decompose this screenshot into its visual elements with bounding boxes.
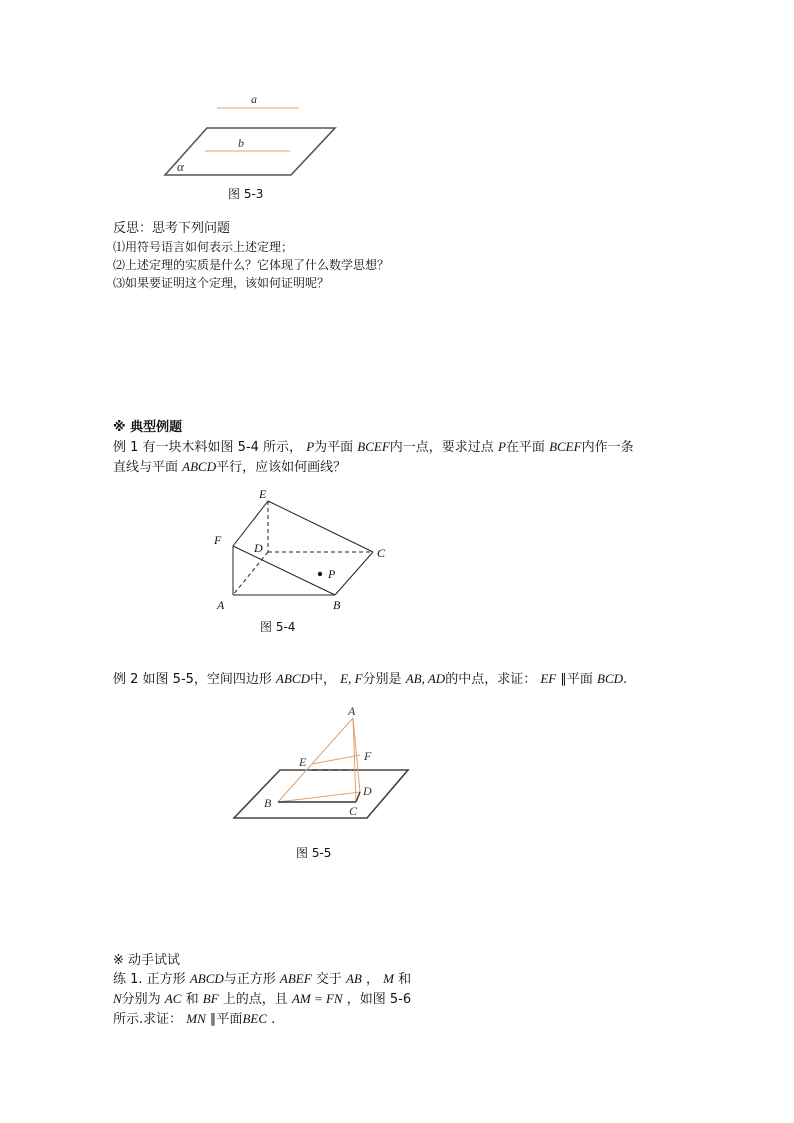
p2-var-1: N — [113, 991, 122, 1006]
p2-text-3: 上的点，且 — [222, 992, 288, 1007]
ex2-var-4: EF — [540, 671, 557, 686]
ex1-line2-var-1: ABCD — [182, 459, 217, 474]
edge-FE — [233, 501, 268, 546]
fig55-label-D: D — [363, 784, 372, 798]
figure-5-4-drawing — [205, 485, 405, 615]
fig54-label-P: P — [328, 567, 336, 581]
edge-BC — [335, 552, 373, 595]
figure-5-5 — [228, 700, 418, 825]
ex1-text-2: 为平面 — [314, 440, 354, 455]
practice-line-2 — [113, 990, 411, 1009]
edge-FB — [233, 546, 335, 595]
fig55-label-C: C — [349, 804, 358, 818]
p2-text-1: 分别为 — [121, 992, 161, 1007]
fig54-label-A: A — [217, 598, 225, 612]
p1-text-2: 与正方形 — [223, 972, 276, 987]
p3-text-2: ∥平面 — [209, 1012, 243, 1027]
p2-var-3: BF — [202, 991, 219, 1006]
fig54-caption: 图 5-4 — [260, 620, 296, 634]
practice-line-3 — [113, 1010, 275, 1029]
p3-text-3: . — [271, 1012, 276, 1027]
ex2-text-4: 的中点，求证： — [445, 672, 537, 687]
reflection-q1: ⑴用符号语言如何表示上述定理； — [113, 240, 294, 254]
ex2-text-2: 中， — [310, 672, 337, 687]
examples-heading: ※ 典型例题 — [113, 420, 183, 435]
p2-text-4: ，如图 5-6 — [346, 992, 412, 1007]
fig55-label-A: A — [348, 704, 356, 718]
p2-var-2: AC — [164, 991, 182, 1006]
reflection-q3: ⑶如果要证明这个定理，该如何证明呢？ — [113, 276, 330, 290]
ex2-var-3: AB, AD — [405, 671, 446, 686]
ex2-text-5: ∥平面 — [560, 672, 593, 687]
edge-EC — [268, 501, 373, 552]
ex1-line2-text-2: 平行，应该如何画线？ — [216, 460, 347, 475]
plane-BCD — [234, 770, 408, 818]
ex1-text-1: 例 1 有一块木料如图 5-4 所示， — [113, 440, 303, 455]
fig54-label-E: E — [259, 487, 267, 501]
ex2-var-5: BCD — [597, 671, 624, 686]
practice-heading: ※ 动手试试 — [113, 953, 181, 968]
fig55-label-F: F — [364, 749, 372, 763]
fig54-label-B: B — [333, 598, 341, 612]
ex2-text-1: 例 2 如图 5-5，空间四边形 — [113, 672, 272, 687]
ex1-text-4: 在平面 — [505, 440, 545, 455]
p3-var-1: MN — [186, 1011, 206, 1026]
ex2-var-2: E, F — [340, 671, 363, 686]
p1-var-1: ABCD — [189, 971, 224, 986]
fig55-label-E: E — [299, 755, 307, 769]
edge-CD — [356, 792, 360, 802]
p1-var-3: AB — [345, 971, 362, 986]
ex1-var-3: P — [497, 439, 506, 454]
fig53-caption: 图 5-3 — [228, 187, 264, 201]
ex1-var-2: BCEF — [357, 439, 390, 454]
p3-var-2: BEC — [242, 1011, 267, 1026]
ex1-line2-text-1: 直线与平面 — [113, 460, 179, 475]
p2-text-2: 和 — [185, 992, 199, 1007]
fig53-label-a: a — [251, 92, 257, 106]
fig54-label-D: D — [254, 541, 263, 555]
ex1-text-3: 内一点，要求过点 — [389, 440, 494, 455]
ex2-var-1: ABCD — [276, 671, 310, 686]
fig53-label-alpha: α — [177, 159, 184, 174]
ex2-text-6: . — [623, 672, 628, 687]
p1-text-3: 交于 — [315, 972, 342, 987]
p1-text-4: ， — [366, 972, 380, 987]
p1-text-5: 和 — [398, 972, 412, 987]
fig54-label-C: C — [377, 546, 386, 560]
edge-BD — [278, 792, 360, 802]
figure-5-4 — [205, 485, 405, 615]
figure-5-5-drawing — [228, 700, 418, 825]
edge-AB — [278, 718, 353, 802]
example-1-line-1 — [113, 438, 634, 457]
example-2-line — [113, 670, 627, 689]
fig55-label-B: B — [264, 796, 272, 810]
p1-var-2: ABEF — [279, 971, 312, 986]
practice-line-1 — [113, 970, 411, 989]
reflection-title: 反思：思考下列问题 — [113, 221, 231, 236]
figure-5-3-drawing — [155, 88, 355, 198]
p1-var-4: M — [383, 971, 395, 986]
ex2-text-3: 分别是 — [362, 672, 402, 687]
edge-DA — [233, 552, 268, 595]
ex1-text-5: 内作一条 — [581, 440, 634, 455]
fig54-label-F: F — [214, 533, 222, 547]
fig55-caption: 图 5-5 — [296, 846, 332, 860]
point-P — [318, 572, 322, 576]
ex1-var-1: P — [306, 439, 315, 454]
p3-text-1: 所示.求证： — [113, 1012, 183, 1027]
ex1-var-4: BCEF — [549, 439, 582, 454]
p2-var-4: AM = FN — [291, 991, 343, 1006]
figure-5-3 — [155, 88, 355, 198]
reflection-q2: ⑵上述定理的实质是什么？它体现了什么数学思想？ — [113, 258, 390, 272]
fig53-label-b: b — [238, 136, 244, 150]
example-1-line-2 — [113, 458, 346, 477]
p1-text-1: 练 1. 正方形 — [113, 972, 186, 987]
